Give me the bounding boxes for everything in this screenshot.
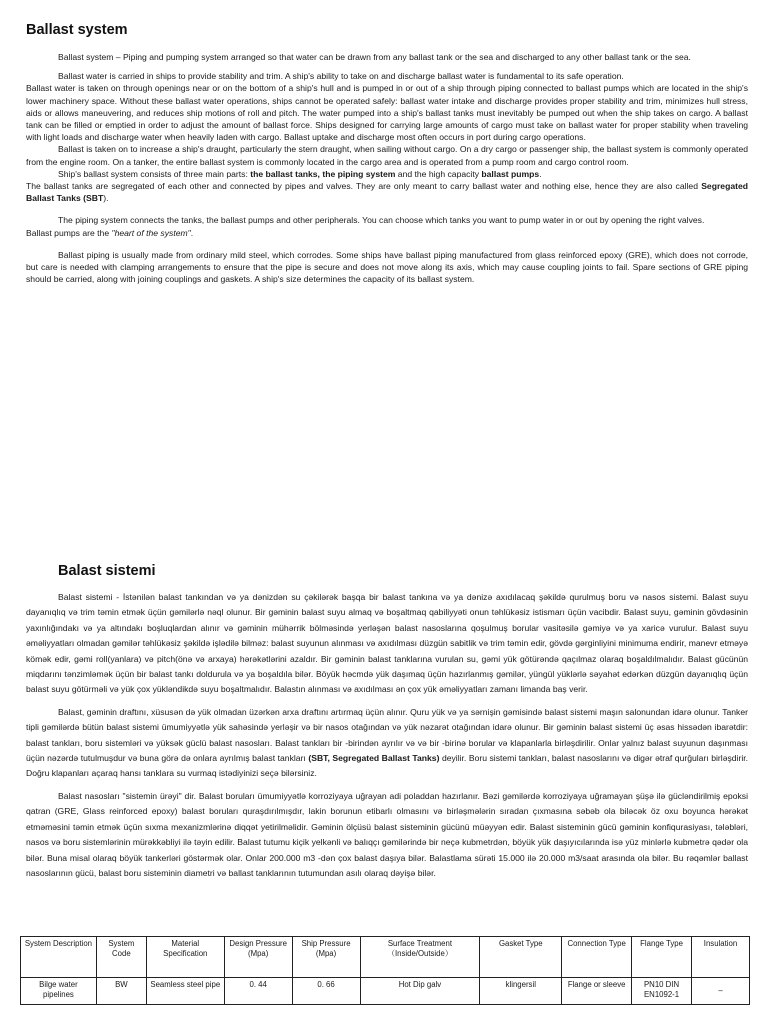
table-cell: Hot Dip galv [360,978,480,1005]
table-row [21,978,750,1005]
column-header: Insulation [692,937,750,978]
paragraph: Balast, gəminin draftını, xüsusən də yük olmadan üzərkən arxa draftını artırmaq üçün alınır. Quru yük və ya sərnişin gəmisində balast sistemi maşın salonundan idarə olunur. Tanker tipli gəmilərdə bütün balast sistemi ümumiyyətlə yük sahəsində yerləşir və bir nasos otağından və yük nəzarət otağından idarə olunur. Bir gəminin balast sistemi üç əsas hissədən ibarətdir: balast tankları, boru sistemləri və yüksək güclü balast nasosları. Balast tankları bir -birindən ayrılır və və bir -birinə borular və klapanlarla birləşdirilir. Onlar yalnız balast suyunun daşınması üçün nəzərdə tutulmuşdur və buna görə də onlara ayrılmış balast tankları (SBT, Segregated Ballast Tanks) deyilir. Boru sistemi tankları, balast nasoslarını və digər ətraf qurğuları birləşdirir. Doğru klapanları açaraq hansı tanklara su vurmaq istədiyinizi seçə bilərsiniz. [26,706,749,779]
table-cell: klingersil [480,978,562,1005]
paragraph: Ballast water is carried in ships to provide stability and trim. A ship's ability to take on and discharge ballast water is fundamental to its safe operation. [58,71,624,82]
english-section [26,22,748,285]
column-header: Material Specification [146,937,224,978]
paragraph: The piping system connects the tanks, the ballast pumps and other peripherals. You can choose which tanks you want to pump water in or out by opening the right valves. [58,215,705,226]
table-cell: Bilge water pipelines [21,978,97,1005]
paragraph: Ballast is taken on to increase a ship's draught, particularly the stern draught, when sailing without cargo. On a dry cargo or passenger ship, the ballast system is commonly operated from the engine room. On a tanker, the entire ballast system is commonly located in the cargo area and is operated from a pump room and cargo control room. [26,144,748,167]
table-cell: 0. 66 [292,978,360,1005]
table-cell: – [692,978,750,1005]
column-header: System Description [21,937,97,978]
column-header: Connection Type [562,937,632,978]
section-title: Balast sistemi [58,563,156,579]
table-cell: PN10 DIN EN1092-1 [632,978,692,1005]
paragraph: Ballast system – Piping and pumping system arranged so that water can be drawn from any ballast tank or the sea and discharged to any other ballast tank or the sea. [58,52,691,62]
table-cell: 0. 44 [224,978,292,1005]
column-header: Flange Type [632,937,692,978]
paragraph: Ballast piping is usually made from ordinary mild steel, which corrodes. Some ships have ballast piping manufactured from glass reinforced epoxy (GRE), which does not corrode, but care is needed with clamping arrangements to ensure that the pipe is secure and does not move along its axis, which may cause coupling joints to fail. Spare sections of GRE piping should be carried, along with joining couplings and gaskets. A ship's size determines the capacity of its ballast system. [26,249,748,285]
column-header: System Code [96,937,146,978]
table-cell: Seamless steel pipe [146,978,224,1005]
paragraph: Ship's ballast system consists of three main parts: the ballast tanks, the piping system and the high capacity ballast pumps. [58,168,542,179]
column-header: Surface Treatment（Inside/Outside） [360,937,480,978]
paragraph: Ballast water is taken on through openings near or on the bottom of a ship's hull and is pumped in or out of a ship through piping connected to ballast pumps which are located in the ship's lower machinery space. Without these ballast water operations, ships cannot be operated safely: ballast water intake and discharge provides proper stability and trim, minimizes hull stress, aids or allows maneuvering, and reduces ship motions of roll and pitch. The water pumped into a ship's ballast tanks must inevitably be pumped out when the ship takes on cargo. A ballast tank can be filled or emptied in order to adjust the amount of ballast force. Ships designed for carrying large amounts of cargo must take on ballast water for proper stability when traveling with light loads and discharge water when heavily laden with cargo. Ballast uptake and discharge most often occurs in port during cargo operations. [26,83,748,143]
paragraph: Balast nasosları "sistemin ürəyi" dir. Balast boruları ümumiyyətlə korroziyaya uğrayan adi poladdan hazırlanır. Bəzi gəmilərdə korroziyaya uğramayan şüşə ilə gücləndirilmiş epoksi qatran (GRE, Glass reinforced epoxy) balast boruları quraşdırılmışdır, lakin borunun etibarlı olmasını və birləşmələrin sıradan çıxmasına səbəb ola biləcək öz oxu boyunca hərəkət etməməsini təmin etmək üçün sıxma mexanizmlərinə diqqət yetirilməlidir. Gəminin ölçüsü balast sisteminin gücünü müəyyən edir. Balast sisteminin gücü gəminin konfiqurasiyası, tələbləri, nasos və boru sistemlərinin mürəkkəbliyi ilə təyin edilir. Balast tutumu kiçik yelkənli və balıqçı gəmilərində bir neçə kubmetrdən, böyük yük daşıyıcılarında isə yüz minlərlə kubmetrə qədər ola bilər. Buna misal olaraq böyük tankerləri göstərmək olar. Onlar 200.000 m3 -dən çox balast daşıya bilər. Balastlama sürəti 15.000 ilə 20.000 m3/saat arasında ola bilər. Bu rəqəmlər ballast nasoslarının gücü, balast boru sisteminin diametri və ballast tanklarının tutumundan asılı olaraq dəyişə bilər. [26,790,748,878]
table-cell: BW [96,978,146,1005]
column-header: Ship Pressure (Mpa) [292,937,360,978]
paragraph: Ballast pumps are the "heart of the system". [26,227,194,238]
table-header-row [21,937,750,978]
paragraph: Balast sistemi - İstənilən balast tankından və ya dənizdən su çəkilərək başqa bir balast tankına və ya dənizə axıdılacaq şəkildə qurulmuş boru və nasos sistemi. Balast suyu dayanıqlıq və trim təmin etmək üçün gəmilərlə nəql olunur. Bir gəminin balast suyu almaq və boşaltmaq qabiliyyəti onun təhlükəsiz istismarı üçün vacibdir. Balast suyu, gəminin gövdəsinin yaxınlığındakı və ya altındakı boşluqlardan alınır və gəminin mühərrik bölməsində yerləşən balast nasoslarına qoşulmuş borular vasitəsilə gəmiyə və ya xaricə vurulur. Balast suyu əməliyyatları olmadan gəmilər təhlükəsiz şəkildə işlədilə bilməz: balast suyunun alınması və axıdılması düzgün sabitlik və trim təmin edir, gövdə gərginliyini minimuma endirir, manevr etməyə kömək edir, gəmi roll(yanlara) və pitch(önə və arxaya) hərəkətlərini azaldır. Bir gəminin balast tanklarına vurulan su, gəmi yük götürəndə qaçılmaz olaraq boşaldılmalıdır. Balast gücünün miqdarını tənzimləmək üçün bir balast tankı doldurula və ya boşaldıla bilər. Böyük həcmdə yük daşımaq üçün hazırlanmış gəmilər, yüngül yüklərlə səyahət edərkən düzgün dayanıqlıq üçün balast suyu götürməli və yük çox yükləndikdə suyu boşaltmalıdır. Balastın alınması və axıdılması ən çox yük əməliyyatları zamanı limanda baş verir. [26,592,748,695]
paragraph: The ballast tanks are segregated of each other and connected by pipes and valves. They are only meant to carry ballast water and nothing else, hence they are also called Segregated Ballast Tanks (SBT). [26,181,748,204]
column-header: Gasket Type [480,937,562,978]
column-header: Design Pressure (Mpa) [224,937,292,978]
page-title: Ballast system [26,22,128,38]
pipe-spec-table [20,936,750,1005]
azerbaijani-section [26,563,748,881]
table-cell: Flange or sleeve [562,978,632,1005]
